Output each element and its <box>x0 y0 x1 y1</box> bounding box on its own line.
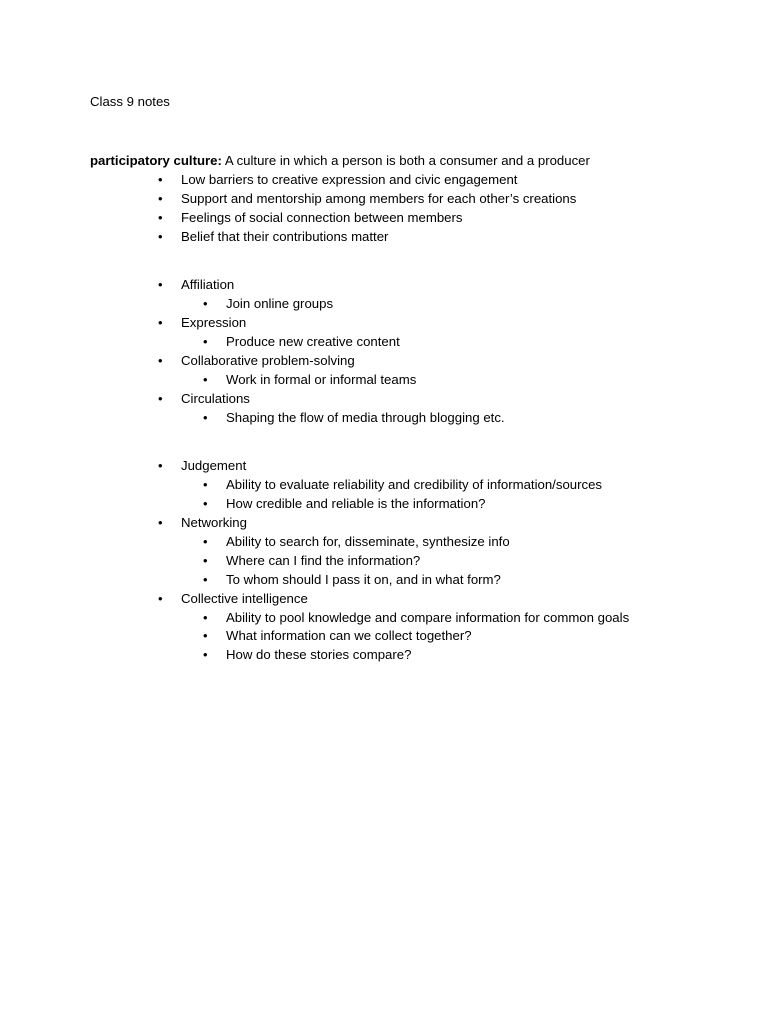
definition-term: participatory culture: <box>90 153 222 168</box>
sub-list-item: Shaping the flow of media through blogging etc. <box>226 410 505 425</box>
bullet-icon: • <box>203 553 208 568</box>
document-title: Class 9 notes <box>90 94 170 109</box>
sub-list-item: To whom should I pass it on, and in what form? <box>226 572 501 587</box>
bullet-icon: • <box>203 334 208 349</box>
bullet-icon: • <box>203 628 208 643</box>
sub-list-item: Ability to pool knowledge and compare information for common goals <box>226 610 630 625</box>
sub-list-item: How credible and reliable is the information? <box>226 496 486 511</box>
list-item: Affiliation <box>181 277 235 292</box>
bullet-icon: • <box>158 277 163 292</box>
bullet-icon: • <box>158 315 163 330</box>
bullet-icon: • <box>203 296 208 311</box>
list-item: Circulations <box>181 391 250 406</box>
bullet-icon: • <box>203 496 208 511</box>
bullet-icon: • <box>158 515 163 530</box>
list-item: Networking <box>181 515 247 530</box>
list-item: Feelings of social connection between members <box>181 210 463 225</box>
bullet-icon: • <box>158 191 163 206</box>
list-item: Low barriers to creative expression and civic engagement <box>181 172 518 187</box>
bullet-icon: • <box>158 172 163 187</box>
sub-list-item: What information can we collect together? <box>226 628 472 643</box>
bullet-icon: • <box>158 458 163 473</box>
bullet-icon: • <box>203 477 208 492</box>
definition-text: A culture in which a person is both a consumer and a producer <box>221 153 590 168</box>
sub-list-item: Where can I find the information? <box>226 553 421 568</box>
bullet-icon: • <box>203 572 208 587</box>
sub-list-item: Produce new creative content <box>226 334 400 349</box>
bullet-icon: • <box>158 210 163 225</box>
bullet-icon: • <box>158 229 163 244</box>
bullet-icon: • <box>158 591 163 606</box>
list-item: Support and mentorship among members for each other’s creations <box>181 191 577 206</box>
list-item: Collective intelligence <box>181 591 308 606</box>
sub-list-item: Ability to search for, disseminate, synthesize info <box>226 534 510 549</box>
bullet-icon: • <box>203 647 208 662</box>
sub-list-item: Work in formal or informal teams <box>226 372 417 387</box>
sub-list-item: Join online groups <box>226 296 334 311</box>
definition-line <box>90 153 590 169</box>
bullet-icon: • <box>203 610 208 625</box>
list-item: Collaborative problem-solving <box>181 353 355 368</box>
list-item: Judgement <box>181 458 247 473</box>
bullet-icon: • <box>158 353 163 368</box>
bullet-icon: • <box>203 372 208 387</box>
list-item: Belief that their contributions matter <box>181 229 389 244</box>
list-item: Expression <box>181 315 247 330</box>
bullet-icon: • <box>158 391 163 406</box>
bullet-icon: • <box>203 410 208 425</box>
bullet-icon: • <box>203 534 208 549</box>
sub-list-item: Ability to evaluate reliability and credibility of information/sources <box>226 477 603 492</box>
sub-list-item: How do these stories compare? <box>226 647 412 662</box>
